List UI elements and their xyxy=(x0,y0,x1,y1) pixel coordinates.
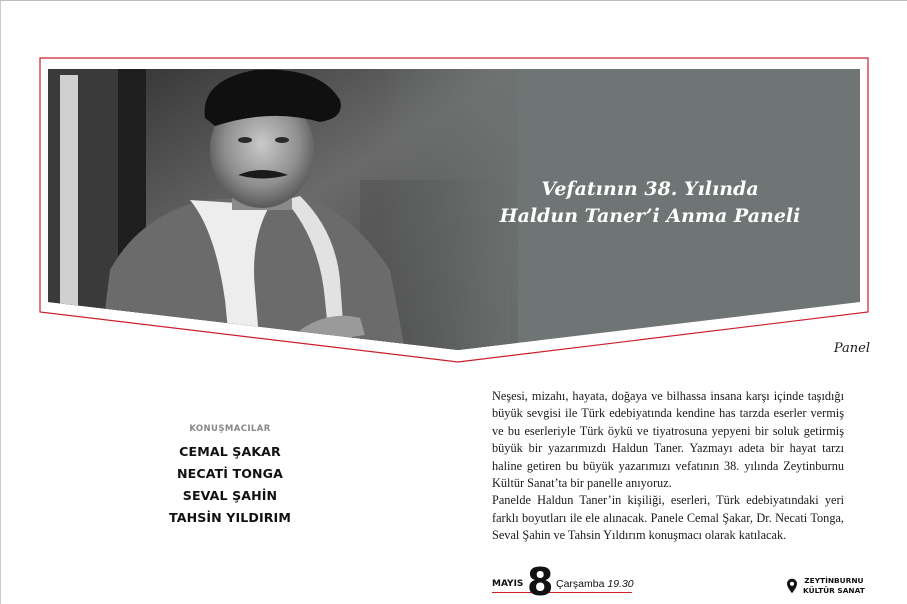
speakers-section xyxy=(160,424,300,529)
date-day: 8 xyxy=(527,560,554,604)
event-category: Panel xyxy=(833,341,870,356)
date-weekday-time xyxy=(556,578,634,590)
description-paragraph: Panelde Haldun Taner’in kişiliği, eserleri, Türk edebiyatındaki yeri farklı boyutları ile ele alınacak. Panele Cemal Şakar, Dr. Necati Tonga, Seval Şahin ve Tahsin Yıldırım konuşmacı olarak katılacak. xyxy=(492,493,844,543)
description-paragraph: Neşesi, mizahı, hayata, doğaya ve bilhassa insana karşı içinde taşıdığı büyük sevgisi ile Türk edebiyatında kendine has tarzda eserler vermiş ve bu eserleriyle Türk öykü ve tiyatrosuna yepyeni bir soluk getirmiş büyük bir yazarımızdı Haldun Taner. Yazmayı adeta bir hayat tarzı haline getiren bu büyük yazarımızı vefatının 38. yılında Zeytinburnu Kültür Sanat’ta bir panelle anıyoruz. xyxy=(492,389,844,491)
venue-name xyxy=(803,576,865,595)
venue-line1: ZEYTİNBURNU xyxy=(804,576,864,585)
date-weekday: Çarşamba xyxy=(556,578,605,590)
speaker-name: CEMAL ŞAKAR xyxy=(179,444,281,459)
speaker-name: NECATİ TONGA xyxy=(177,466,283,481)
date-month: MAYIS xyxy=(492,579,524,589)
date-time: 19.30 xyxy=(607,578,634,590)
event-title-line2: Haldun Taner’i Anma Paneli xyxy=(499,205,801,227)
speaker-name: SEVAL ŞAHİN xyxy=(182,488,278,503)
speakers-heading: KONUŞMACILAR xyxy=(189,424,271,434)
event-title xyxy=(470,176,830,230)
venue-logo xyxy=(786,576,876,600)
event-description xyxy=(492,388,844,545)
event-title-line1: Vefatının 38. Yılında xyxy=(541,178,759,200)
date-underline xyxy=(492,592,632,593)
speaker-name: TAHSİN YILDIRIM xyxy=(169,510,291,525)
location-pin-icon xyxy=(786,578,798,594)
venue-line2: KÜLTÜR SANAT xyxy=(803,585,865,595)
